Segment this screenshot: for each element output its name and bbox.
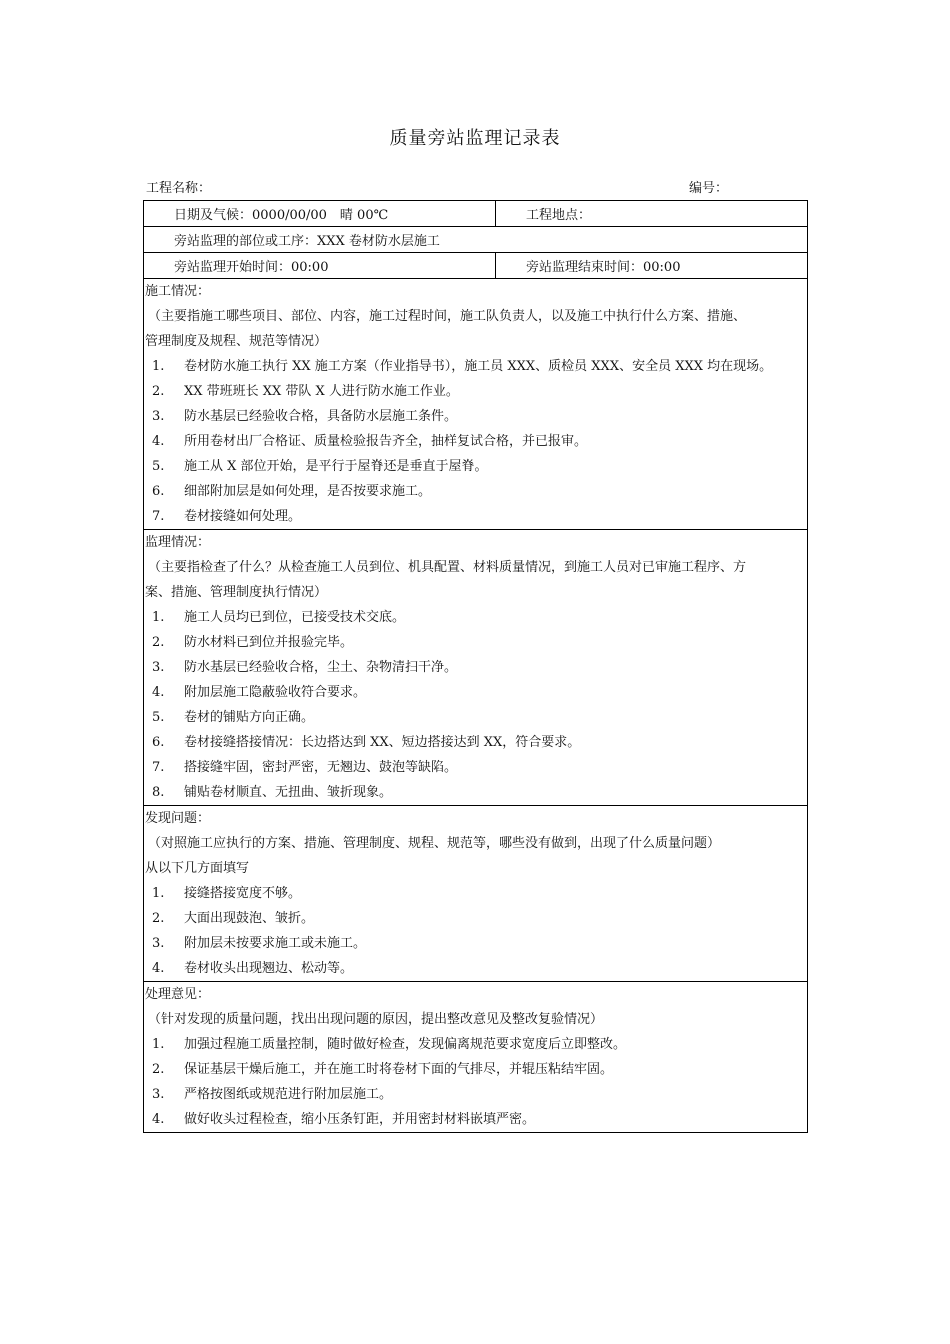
list-item-text: 卷材的铺贴方向正确。	[184, 710, 315, 725]
list-item-text: 搭接缝牢固，密封严密，无翘边、鼓泡等缺陷。	[184, 760, 458, 775]
list-item-number: 5.	[152, 710, 165, 725]
location-cell: 工程地点：	[526, 208, 592, 223]
construction-note-2: 管理制度及规程、规范等情况）	[145, 334, 328, 349]
list-item	[144, 379, 807, 404]
supervision-note-1: （主要指检查了什么？从检查施工人员到位、机具配置、材料质量情况，到施工人员对已审施工程序、方	[148, 560, 747, 575]
list-item-number: 1.	[152, 610, 165, 625]
supervision-list	[144, 605, 807, 805]
list-item-number: 5.	[152, 459, 165, 474]
record-table	[143, 200, 808, 1133]
list-item	[144, 730, 807, 755]
list-item	[144, 1057, 807, 1082]
list-item-text: 严格按图纸或规范进行附加层施工。	[184, 1087, 393, 1102]
list-item	[144, 705, 807, 730]
problems-note-2: 从以下几方面填写	[145, 861, 250, 876]
handling-heading: 处理意见：	[145, 987, 211, 1002]
construction-heading: 施工情况：	[145, 284, 211, 299]
construction-section	[144, 279, 807, 530]
list-item-text: 所用卷材出厂合格证、质量检验报告齐全，抽样复试合格，并已报审。	[184, 434, 588, 449]
list-item	[144, 906, 807, 931]
list-item-number: 2.	[152, 911, 165, 926]
list-item	[144, 454, 807, 479]
list-item	[144, 881, 807, 906]
end-time-cell: 旁站监理结束时间：00:00	[526, 260, 681, 275]
list-item	[144, 630, 807, 655]
list-item	[144, 956, 807, 981]
list-item-number: 4.	[152, 434, 165, 449]
list-item-number: 3.	[152, 409, 165, 424]
list-item-text: 铺贴卷材顺直、无扭曲、皱折现象。	[184, 785, 393, 800]
list-item-number: 2.	[152, 384, 165, 399]
start-time-cell: 旁站监理开始时间：00:00	[144, 253, 496, 278]
list-item	[144, 479, 807, 504]
list-item	[144, 354, 807, 379]
handling-list	[144, 1032, 807, 1132]
list-item-text: 卷材接缝如何处理。	[184, 509, 302, 524]
list-item-number: 6.	[152, 484, 165, 499]
list-item-number: 1.	[152, 359, 165, 374]
list-item-number: 6.	[152, 735, 165, 750]
list-item-text: 卷材收头出现翘边、松动等。	[184, 961, 354, 976]
problems-note-1: （对照施工应执行的方案、措施、管理制度、规程、规范等，哪些没有做到，出现了什么质量问题）	[148, 836, 721, 851]
date-weather-cell: 日期及气候：0000/00/00 晴 00℃	[144, 201, 496, 226]
part-process-row	[144, 227, 807, 253]
problems-heading: 发现问题：	[145, 811, 211, 826]
construction-note-1: （主要指施工哪些项目、部位、内容，施工过程时间，施工队负责人，以及施工中执行什么方案、措施、	[148, 309, 747, 324]
list-item-text: 加强过程施工质量控制，随时做好检查，发现偏离规范要求宽度后立即整改。	[184, 1037, 627, 1052]
list-item	[144, 755, 807, 780]
list-item	[144, 605, 807, 630]
supervision-heading: 监理情况：	[145, 535, 211, 550]
list-item-text: 大面出现鼓泡、皱折。	[184, 911, 315, 926]
page-title: 质量旁站监理记录表	[389, 128, 561, 149]
time-row	[144, 253, 807, 279]
problems-list	[144, 881, 807, 981]
handling-section	[144, 982, 807, 1132]
part-process-cell: 旁站监理的部位或工序：XXX 卷材防水层施工	[174, 234, 440, 249]
code-label: 编号：	[689, 181, 729, 196]
list-item-text: 做好收头过程检查，缩小压条钉距，并用密封材料嵌填严密。	[184, 1112, 536, 1127]
list-item	[144, 504, 807, 529]
list-item-number: 7.	[152, 509, 165, 524]
list-item-text: XX 带班班长 XX 带队 X 人进行防水施工作业。	[184, 384, 459, 399]
list-item-number: 1.	[152, 886, 165, 901]
list-item	[144, 1032, 807, 1057]
list-item	[144, 1107, 807, 1132]
list-item-number: 3.	[152, 660, 165, 675]
list-item-text: 施工从 X 部位开始，是平行于屋脊还是垂直于屋脊。	[184, 459, 488, 474]
list-item-text: 施工人员均已到位，已接受技术交底。	[184, 610, 406, 625]
list-item-number: 3.	[152, 1087, 165, 1102]
list-item-text: 细部附加层是如何处理，是否按要求施工。	[184, 484, 432, 499]
supervision-section	[144, 530, 807, 806]
list-item-number: 7.	[152, 760, 165, 775]
list-item-text: 附加层未按要求施工或未施工。	[184, 936, 367, 951]
list-item-text: 防水材料已到位并报验完毕。	[184, 635, 354, 650]
list-item	[144, 931, 807, 956]
list-item-number: 1.	[152, 1037, 165, 1052]
construction-list	[144, 354, 807, 529]
handling-note-1: （针对发现的质量问题，找出出现问题的原因，提出整改意见及整改复验情况）	[148, 1012, 604, 1027]
list-item-text: 保证基层干燥后施工，并在施工时将卷材下面的气排尽，并辊压粘结牢固。	[184, 1062, 614, 1077]
list-item-text: 防水基层已经验收合格，具备防水层施工条件。	[184, 409, 458, 424]
supervision-note-2: 案、措施、管理制度执行情况）	[145, 585, 328, 600]
project-name-label: 工程名称：	[146, 181, 212, 196]
list-item-number: 8.	[152, 785, 165, 800]
list-item-text: 附加层施工隐蔽验收符合要求。	[184, 685, 367, 700]
list-item-number: 4.	[152, 1112, 165, 1127]
list-item-number: 4.	[152, 685, 165, 700]
date-location-row	[144, 201, 807, 227]
list-item	[144, 655, 807, 680]
list-item	[144, 404, 807, 429]
list-item-number: 2.	[152, 1062, 165, 1077]
list-item	[144, 680, 807, 705]
list-item-number: 2.	[152, 635, 165, 650]
list-item-text: 防水基层已经验收合格，尘土、杂物清扫干净。	[184, 660, 458, 675]
list-item-number: 3.	[152, 936, 165, 951]
list-item-text: 接缝搭接宽度不够。	[184, 886, 302, 901]
list-item	[144, 1082, 807, 1107]
list-item-number: 4.	[152, 961, 165, 976]
list-item	[144, 780, 807, 805]
list-item-text: 卷材接缝搭接情况：长边搭达到 XX、短边搭接达到 XX，符合要求。	[184, 735, 581, 750]
list-item-text: 卷材防水施工执行 XX 施工方案（作业指导书），施工员 XXX、质检员 XXX、安全员 XXX 均在现场。	[184, 359, 773, 374]
problems-section	[144, 806, 807, 982]
list-item	[144, 429, 807, 454]
